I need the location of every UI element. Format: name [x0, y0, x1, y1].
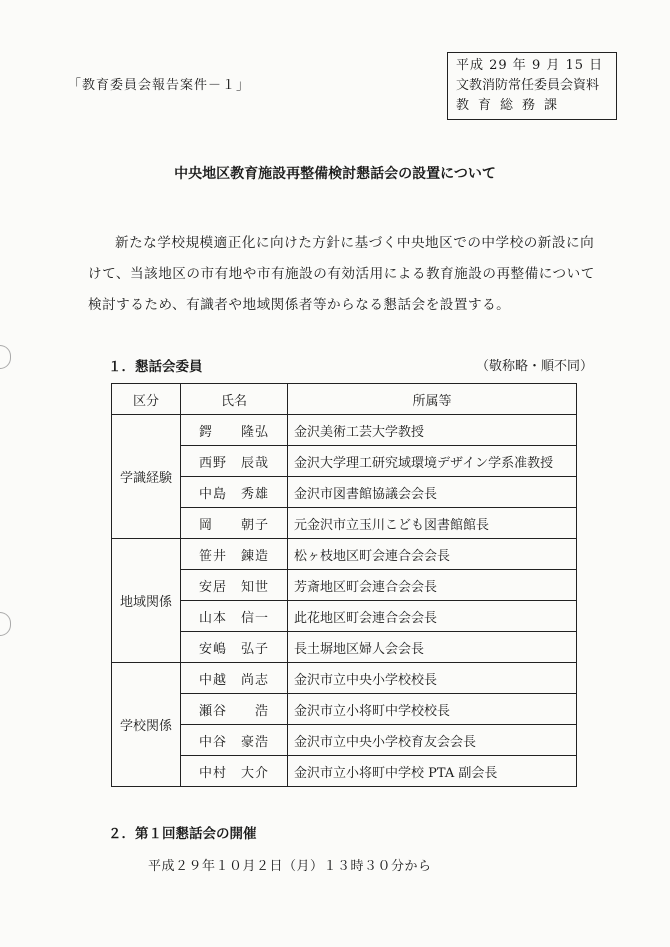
table-row	[112, 694, 577, 725]
case-label: 「教育委員会報告案件－１」	[68, 78, 251, 93]
member-affiliation: 金沢市立中央小学校育友会会長	[288, 725, 577, 756]
stamp-committee: 文教消防常任委員会資料	[456, 78, 600, 93]
member-affiliation: 元金沢市立玉川こども図書館館長	[288, 508, 577, 539]
member-affiliation: 此花地区町会連合会会長	[288, 601, 577, 632]
member-affiliation: 芳斎地区町会連合会会長	[288, 570, 577, 601]
member-name: 中谷 豪浩	[181, 725, 288, 756]
member-affiliation: 長土塀地区婦人会会長	[288, 632, 577, 663]
member-affiliation: 金沢市立中央小学校校長	[288, 663, 577, 694]
category-cell: 学識経験	[112, 415, 181, 539]
header-affiliation: 所属等	[288, 384, 577, 415]
members-table	[111, 383, 577, 787]
member-name: 安居 知世	[181, 570, 288, 601]
table-row	[112, 663, 577, 694]
member-name: 中越 尚志	[181, 663, 288, 694]
member-name: 鍔 隆弘	[181, 415, 288, 446]
category-cell: 地域関係	[112, 539, 181, 663]
member-name: 西野 辰哉	[181, 446, 288, 477]
stamp-department: 教育総務課	[456, 98, 567, 113]
table-row	[112, 508, 577, 539]
section1-heading: １．懇話会委員	[108, 359, 203, 375]
member-affiliation: 金沢大学理工研究域環境デザイン学系准教授	[288, 446, 577, 477]
section1-note: （敬称略・順不同）	[476, 359, 594, 374]
member-affiliation: 金沢美術工芸大学教授	[288, 415, 577, 446]
table-row	[112, 570, 577, 601]
member-name: 中村 大介	[181, 756, 288, 787]
punch-hole-mark	[0, 345, 11, 369]
header-category: 区分	[112, 384, 181, 415]
member-affiliation: 金沢市立小将町中学校 PTA 副会長	[288, 756, 577, 787]
member-name: 山本 信一	[181, 601, 288, 632]
table-header-row	[112, 384, 577, 415]
table-row	[112, 477, 577, 508]
member-name: 瀬谷 浩	[181, 694, 288, 725]
document-stamp-box	[447, 52, 617, 120]
meeting-datetime: 平成２９年１０月２日（月）１３時３０分から	[148, 859, 432, 874]
stamp-date: 平成 29 年 9 月 15 日	[456, 58, 604, 73]
table-row	[112, 632, 577, 663]
member-name: 笹井 錬造	[181, 539, 288, 570]
member-name: 岡 朝子	[181, 508, 288, 539]
table-row	[112, 725, 577, 756]
document-title: 中央地区教育施設再整備検討懇話会の設置について	[174, 166, 496, 182]
member-affiliation: 金沢市図書館協議会会長	[288, 477, 577, 508]
intro-paragraph: 新たな学校規模適正化に向けた方針に基づく中央地区での中学校の新設に向けて、当該地区の市有地や市有施設の有効活用による教育施設の再整備について検討するため、有識者や地域関係者等からなる懇話会を設置する。	[88, 235, 595, 313]
section2-heading: ２．第１回懇話会の開催	[108, 826, 257, 842]
table-row	[112, 756, 577, 787]
member-affiliation: 松ヶ枝地区町会連合会会長	[288, 539, 577, 570]
table-row	[112, 446, 577, 477]
table-row	[112, 601, 577, 632]
header-name: 氏名	[181, 384, 288, 415]
member-affiliation: 金沢市立小将町中学校校長	[288, 694, 577, 725]
punch-hole-mark	[0, 612, 11, 636]
table-row	[112, 539, 577, 570]
member-name: 中島 秀雄	[181, 477, 288, 508]
member-name: 安嶋 弘子	[181, 632, 288, 663]
category-cell: 学校関係	[112, 663, 181, 787]
table-row	[112, 415, 577, 446]
